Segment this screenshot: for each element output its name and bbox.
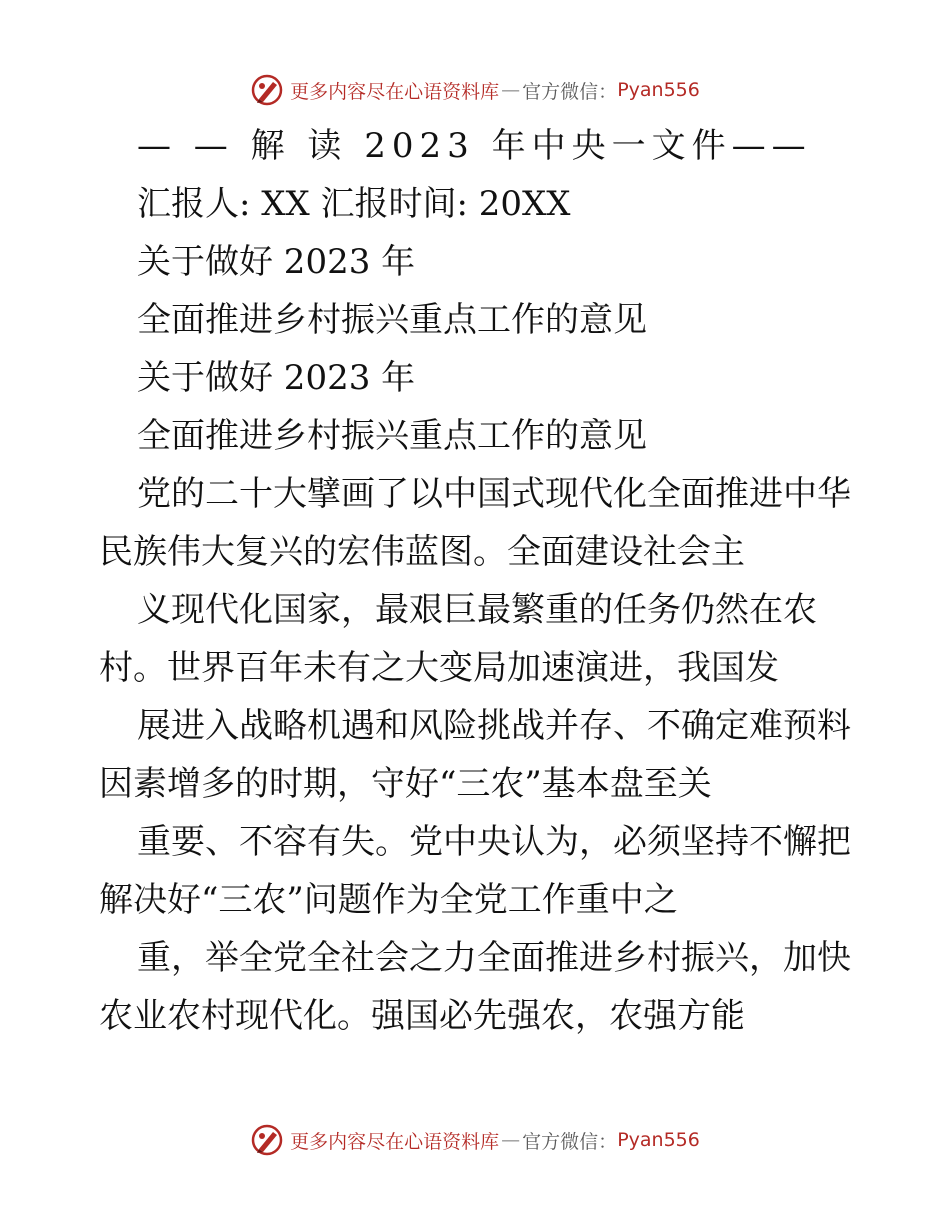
red-pen-circle-logo-icon [250,1123,284,1157]
watermark-label: 官方微信： [522,80,618,103]
heading-line: 全面推进乡村振兴重点工作的意见 [137,300,647,340]
paragraph-line: 民族伟大复兴的宏伟蓝图。全面建设社会主 [99,532,745,572]
watermark-banner-bottom [0,1120,950,1160]
red-pen-circle-logo-icon [250,73,284,107]
watermark-separator: — [501,1129,521,1151]
heading-line: 全面推进乡村振兴重点工作的意见 [137,416,647,456]
paragraph-line: 义现代化国家，最艰巨最繁重的任务仍然在农 [137,590,817,630]
watermark-separator: — [501,79,521,101]
heading-line: 关于做好 2023 年 [137,242,416,282]
paragraph-line: 党的二十大擘画了以中国式现代化全面推进中华 [137,474,851,514]
paragraph-line: 重要、不容有失。党中央认为，必须坚持不懈把 [137,822,851,862]
paragraph-line: 展进入战略机遇和风险挑战并存、不确定难预料 [137,706,851,746]
paragraph-line: 农业农村现代化。强国必先强农，农强方能 [99,996,745,1036]
watermark-label: 官方微信： [522,1130,618,1153]
watermark-text: 更多内容尽在心语资料库 [290,1130,500,1153]
watermark-wechat-id: Pyan556 [617,1129,700,1151]
watermark-wechat-id: Pyan556 [617,79,700,101]
paragraph-line: 解决好“三农”问题作为全党工作重中之 [99,880,678,920]
paragraph-line: 因素增多的时期，守好“三农”基本盘至关 [99,764,712,804]
reporter-line: 汇报人: XX 汇报时间: 20XX [137,184,571,224]
title-line: — — 解 读 2023 年中央一文件—— [137,126,812,166]
paragraph-line: 重，举全党全社会之力全面推进乡村振兴，加快 [137,938,851,978]
watermark-banner-top [0,70,950,110]
paragraph-line: 村。世界百年未有之大变局加速演进，我国发 [99,648,779,688]
watermark-text: 更多内容尽在心语资料库 [290,80,500,103]
heading-line: 关于做好 2023 年 [137,358,416,398]
